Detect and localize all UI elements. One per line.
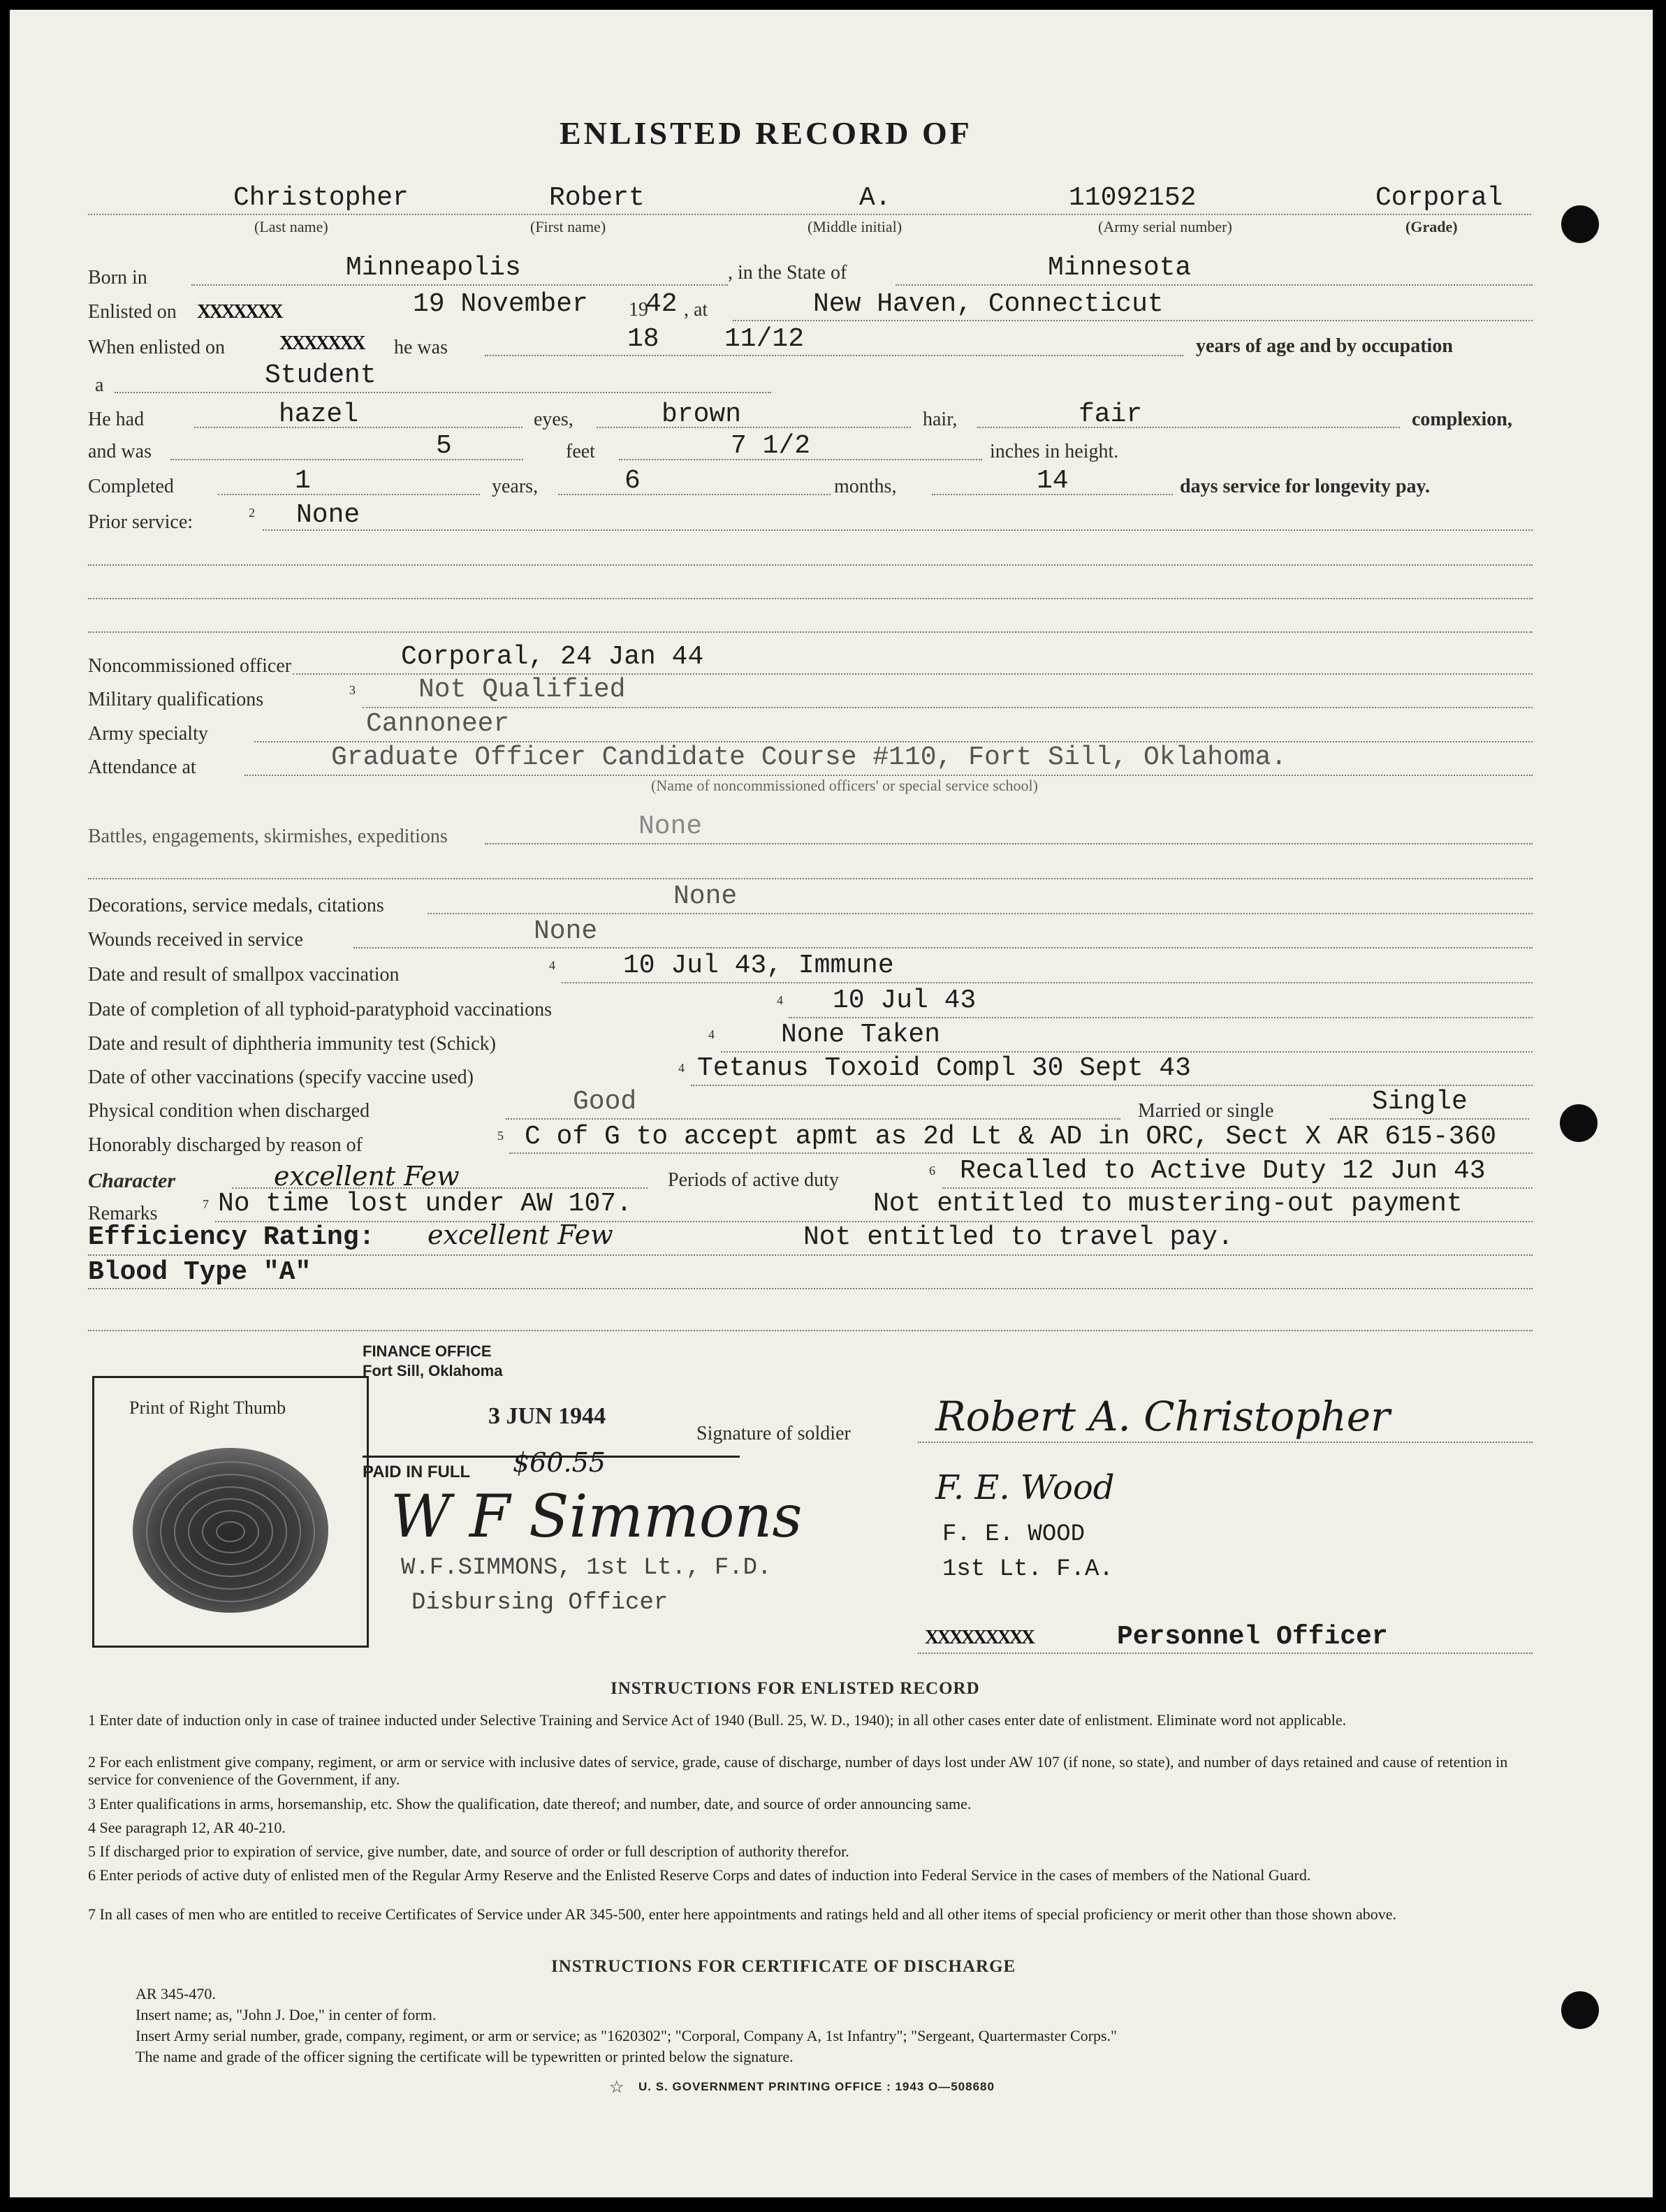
wounds: None [534,916,598,946]
nco-value: Corporal, 24 Jan 44 [401,642,704,672]
thumbprint-image [126,1434,335,1623]
label-decorations: Decorations, service medals, citations [88,895,384,916]
dotted-line [88,1330,1533,1331]
dotted-line [691,1085,1533,1086]
footnote-mark: 4 [678,1061,685,1075]
printer-imprint: U. S. GOVERNMENT PRINTING OFFICE : 1943 O—508680 [638,2080,995,2093]
smallpox: 10 Jul 43, Immune [623,951,894,981]
physical-condition: Good [573,1087,637,1117]
prior-service: None [296,500,360,530]
dotted-line [506,1118,1120,1120]
last-name: Christopher [233,183,409,213]
label-a: a [95,374,104,396]
efficiency-label: Efficiency Rating: [88,1222,375,1252]
label-remarks: Remarks [88,1203,158,1224]
disbursing-officer-name: W.F.SIMMONS, 1st Lt., F.D. [401,1555,772,1581]
dotted-line [88,564,1533,566]
disbursing-officer-signature: W F Simmons [390,1482,803,1551]
typhoid: 10 Jul 43 [833,986,977,1016]
label-typhoid: Date of completion of all typhoid-paratyphoid vaccinations [88,999,553,1020]
blood-type: Blood Type "A" [88,1257,312,1287]
label-state-of: , in the State of [728,262,847,284]
travel-pay: Not entitled to travel pay. [803,1222,1234,1252]
dotted-line [485,355,1183,356]
remarks: No time lost under AW 107. [218,1189,632,1219]
born-city: Minneapolis [346,253,521,283]
label-hair: hair, [923,409,958,430]
label-when-enlisted: When enlisted on [88,337,225,358]
instruction-note: 3 Enter qualifications in arms, horsemanship, etc. Show the qualification, date thereof; and number, date, and source of order announcing same. [88,1795,972,1812]
age-years: 18 [627,324,659,354]
dotted-line [509,1152,1533,1154]
dotted-line [191,284,728,286]
label-thumb-print: Print of Right Thumb [129,1398,286,1418]
footnote-mark: 3 [349,683,356,697]
footnote-mark: 5 [497,1129,504,1143]
label-years: years, [492,476,539,497]
efficiency-rating: excellent Few [428,1219,613,1250]
label-and-was: and was [88,441,152,462]
dotted-line [88,1254,1533,1256]
certificate-instruction: Insert Army serial number, grade, company, regiment, or arm or service; as "1620302"; "Corporal, Company A, 1st Infantry"; "Sergeant, Quartermaster Corps." [136,2027,1118,2044]
active-duty: Recalled to Active Duty 12 Jun 43 [960,1156,1486,1186]
label-army-specialty: Army specialty [88,723,208,745]
label-honorably-discharged: Honorably discharged by reason of [88,1134,363,1156]
struck-text: XXXXXXX [197,301,282,323]
diphtheria: None Taken [781,1020,941,1050]
footnote-mark: 4 [708,1027,715,1041]
dotted-line [1330,1118,1529,1120]
label-military-qualifications: Military qualifications [88,689,264,710]
label-other-vaccinations: Date of other vaccinations (specify vaccine used) [88,1067,474,1088]
label-wounds: Wounds received in service [88,929,303,951]
service-years: 1 [295,466,311,496]
dotted-line [88,878,1533,879]
label-complexion: complexion, [1412,409,1512,430]
label-attendance-at: Attendance at [88,756,196,778]
document-page [10,10,1653,2197]
dotted-line [353,947,1533,948]
label-years-of-age: years of age and by occupation [1196,335,1453,357]
disbursing-officer-title: Disbursing Officer [411,1590,668,1616]
paid-in-full: PAID IN FULL [363,1463,471,1481]
paid-amount: $60.55 [513,1447,606,1478]
height-feet: 5 [436,431,452,461]
middle-initial: A. [859,183,891,213]
footnote-mark: 7 [203,1197,209,1211]
army-specialty: Cannoneer [366,709,510,739]
complexion: fair [1079,400,1143,430]
dotted-line [88,1288,1533,1289]
label-personnel-officer: Personnel Officer [1117,1622,1388,1652]
binder-hole [1560,1104,1598,1142]
label-married-or-single: Married or single [1138,1100,1274,1122]
label-smallpox: Date and result of smallpox vaccination [88,964,400,986]
grade: Corporal [1375,183,1503,213]
instruction-note: 1 Enter date of induction only in case of trainee inducted under Selective Training and Service Act of 1940 (Bull. 25, W. D., 1940); in all other cases enter date of enlistment. Eliminate word not applicable. [88,1711,1347,1729]
enlisted-date: 19 November [413,289,588,319]
label-feet: feet [566,441,595,462]
caption-last-name: (Last name) [254,218,328,235]
dotted-line [918,1653,1533,1654]
born-state: Minnesota [1048,253,1192,283]
mustering-out: Not entitled to mustering-out payment [873,1189,1463,1219]
occupation: Student [265,360,377,390]
personnel-officer-signature: F. E. Wood [935,1468,1115,1507]
eye-color: hazel [279,400,359,430]
other-vaccinations: Tetanus Toxoid Compl 30 Sept 43 [697,1053,1191,1083]
instructions-certificate-heading: INSTRUCTIONS FOR CERTIFICATE OF DISCHARGE [551,1957,1016,1976]
label-character: Character [88,1169,176,1192]
personnel-officer-name: F. E. WOOD [942,1521,1086,1548]
caption-middle-initial: (Middle initial) [808,218,903,235]
dotted-line [88,631,1533,633]
binder-hole [1561,1991,1599,2029]
caption-school: (Name of noncommissioned officers' or special service school) [651,777,1038,794]
footnote-mark: 4 [549,958,555,972]
caption-grade: (Grade) [1405,218,1458,235]
dotted-line [218,494,480,495]
certificate-instruction: The name and grade of the officer signing the certificate will be typewritten or printed below the signature. [136,2048,794,2065]
height-inches: 7 1/2 [731,431,811,461]
instruction-note: 4 See paragraph 12, AR 40-210. [88,1819,286,1836]
label-nineteen: 19 [629,299,648,321]
dotted-line [244,775,1533,776]
finance-date: 3 JUN 1944 [488,1403,606,1429]
enlisted-year: 42 [645,289,678,319]
label-at: , at [684,299,708,321]
label-enlisted-on: Enlisted on [88,301,177,323]
discharge-reason: C of G to accept apmt as 2d Lt & AD in ORC, Sect X AR 615-360 [525,1122,1497,1152]
character-rating: excellent Few [274,1161,460,1192]
dotted-line [896,284,1533,286]
dotted-line [597,427,911,428]
label-months: months, [834,476,897,497]
instruction-note: 5 If discharged prior to expiration of service, give number, date, and source of order or full description of authority therefor. [88,1843,849,1860]
instruction-note: 6 Enter periods of active duty of enlisted men of the Regular Army Reserve and the Enlisted Reserve Corps and dates of induction into Federal Service in the cases of members of the National Guard. [88,1866,1311,1884]
label-diphtheria: Date and result of diphtheria immunity test (Schick) [88,1033,496,1055]
struck-text: XXXXXXX [279,332,364,354]
footnote-mark: 6 [929,1164,935,1178]
finance-office-location: Fort Sill, Oklahoma [363,1362,503,1379]
footnote-mark: 2 [249,506,255,520]
footnote-mark: 4 [777,993,783,1007]
certificate-instruction: AR 345-470. [136,1985,216,2002]
instruction-note: 2 For each enlistment give company, regiment, or arm or service with inclusive dates of service, grade, cause of discharge, number of days lost under AW 107 (if none, so state), and number of days retained and cause of retention in service for convenience of the Government, if any. [88,1753,1508,1788]
struck-text: XXXXXXXXX [925,1627,1033,1648]
certificate-instruction: Insert name; as, "John J. Doe," in center of form. [136,2006,437,2023]
dotted-line [733,320,1533,321]
label-inches: inches in height. [990,441,1119,462]
label-he-was: he was [394,337,448,358]
caption-serial-number: (Army serial number) [1098,218,1232,235]
label-nco: Noncommissioned officer [88,655,292,677]
label-completed: Completed [88,476,174,497]
label-he-had: He had [88,409,145,430]
decorations: None [673,881,738,911]
hair-color: brown [662,400,742,430]
name-line [88,214,1531,215]
form-title: ENLISTED RECORD OF [560,115,972,151]
label-prior-service: Prior service: [88,511,193,533]
label-periods-active-duty: Periods of active duty [668,1169,839,1191]
dotted-line [562,982,1533,983]
attendance: Graduate Officer Candidate Course #110, Fort Sill, Oklahoma. [331,742,1287,772]
label-physical-condition: Physical condition when discharged [88,1100,370,1122]
dotted-line [918,1442,1533,1443]
first-name: Robert [549,183,645,213]
dotted-line [263,529,1533,531]
instruction-note: 7 In all cases of men who are entitled to receive Certificates of Service under AR 345-500, enter here appointments and ratings held and all other items of special proficiency or merit other than those shown above. [88,1905,1397,1923]
dotted-line [789,1017,1533,1018]
dotted-line [558,494,831,495]
caption-first-name: (First name) [530,218,606,235]
label-days-service: days service for longevity pay. [1180,476,1431,497]
enlisted-place: New Haven, Connecticut [813,289,1164,319]
dotted-line [485,843,1533,844]
dotted-line [977,427,1400,428]
soldier-signature: Robert A. Christopher [935,1393,1390,1440]
dotted-line [363,707,1533,708]
dotted-line [88,598,1533,599]
finance-office-stamp: FINANCE OFFICE [363,1342,492,1360]
star-icon: ☆ [609,2079,624,2097]
service-months: 6 [624,466,641,496]
dotted-line [721,1051,1533,1053]
thumbprint-box [92,1376,369,1648]
dotted-line [170,459,523,460]
age-fraction: 11/12 [724,324,805,354]
service-days: 14 [1037,466,1069,496]
binder-hole [1561,205,1599,243]
dotted-line [115,392,771,393]
dotted-line [428,913,1533,914]
serial-number: 11092152 [1069,183,1197,213]
label-signature-of-soldier: Signature of soldier [696,1423,851,1444]
marital-status: Single [1372,1087,1468,1117]
label-born-in: Born in [88,267,147,288]
personnel-officer-rank: 1st Lt. F.A. [942,1556,1113,1583]
instructions-enlisted-heading: INSTRUCTIONS FOR ENLISTED RECORD [611,1679,980,1698]
military-qualifications: Not Qualified [418,675,626,705]
label-battles: Battles, engagements, skirmishes, expeditions [88,826,448,847]
battles: None [638,812,703,842]
label-eyes: eyes, [534,409,573,430]
